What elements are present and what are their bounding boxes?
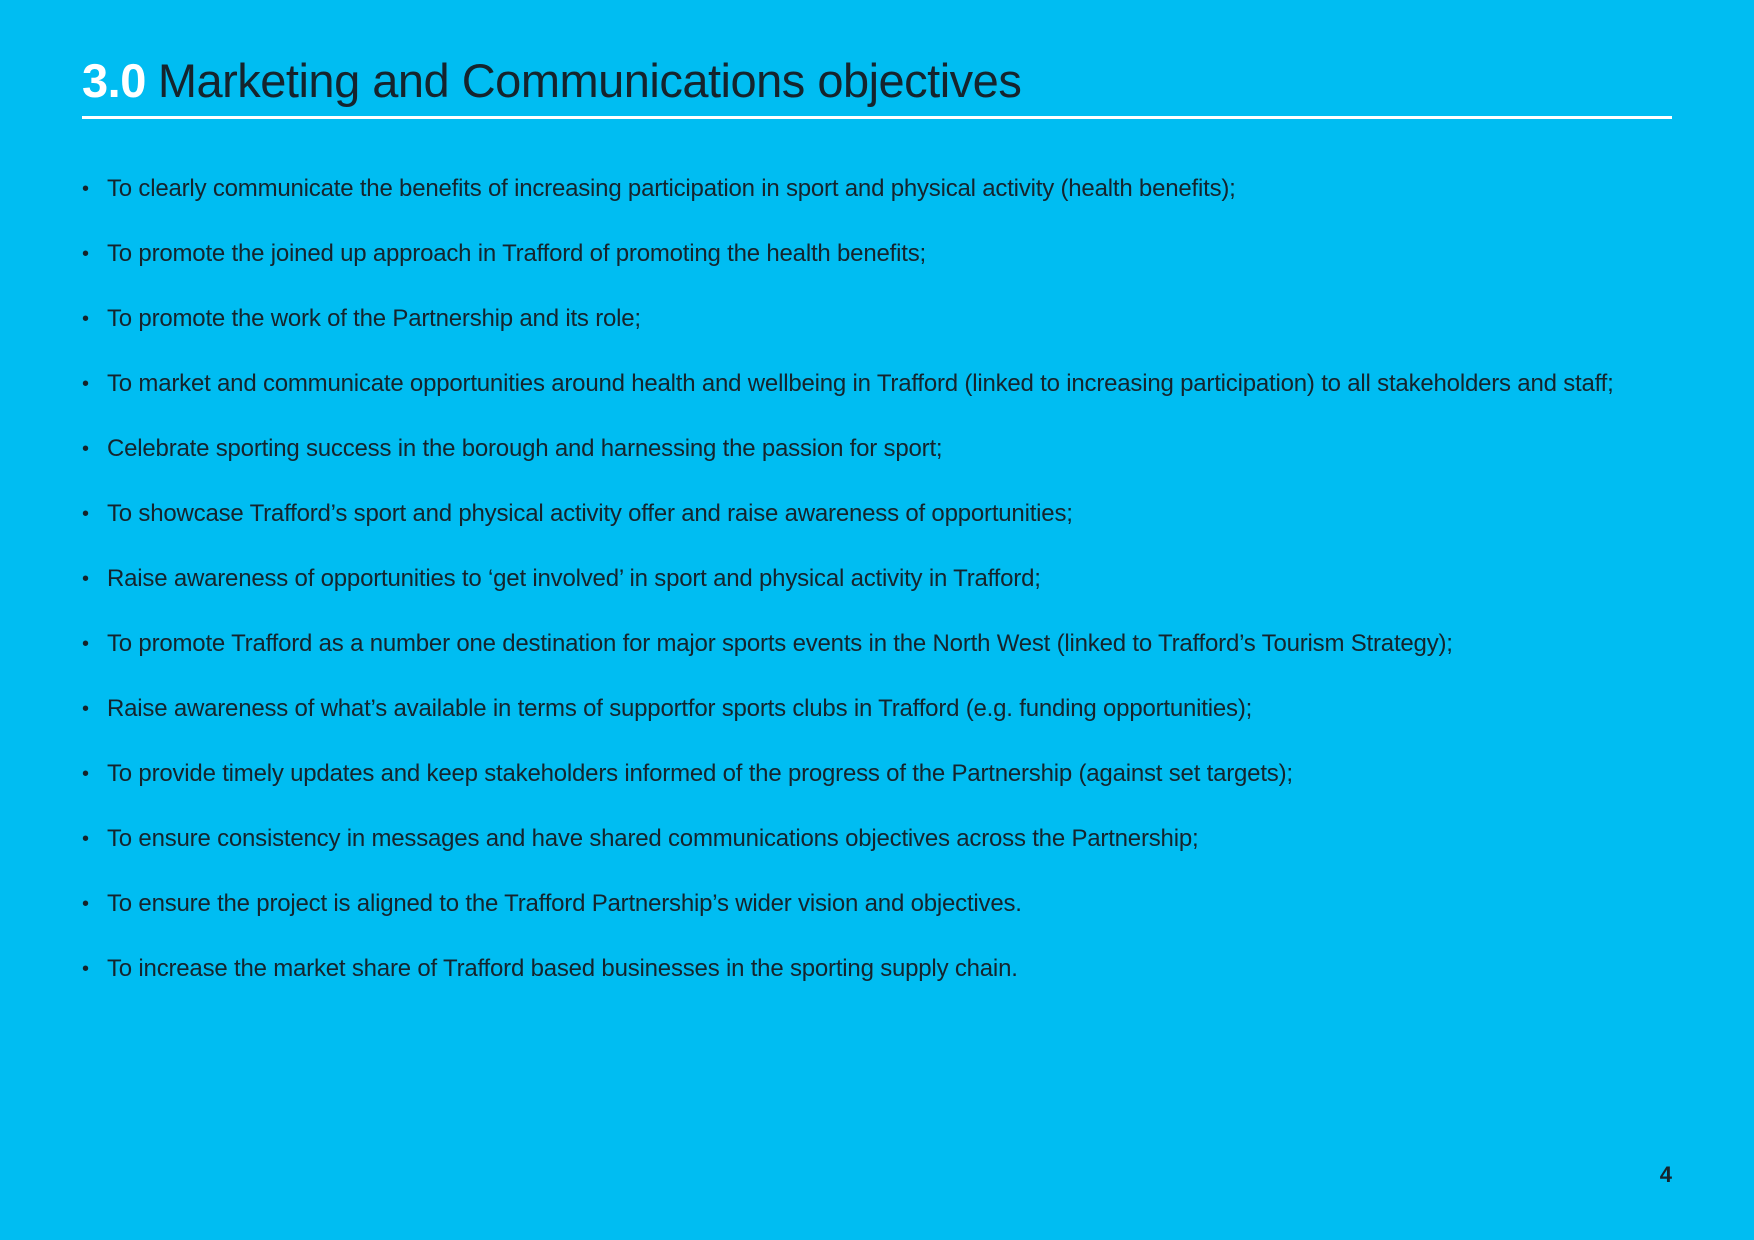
- list-item: [82, 363, 1672, 405]
- objective-text: To promote Trafford as a number one destination for major sports events in the North West (linked to Trafford’s Tourism Strategy);: [107, 630, 1453, 657]
- list-item: [82, 753, 1672, 795]
- objective-text: To showcase Trafford’s sport and physical activity offer and raise awareness of opportunities;: [107, 500, 1073, 527]
- bullet-icon: •: [82, 243, 89, 265]
- objective-text: To increase the market share of Trafford based businesses in the sporting supply chain.: [107, 955, 1018, 982]
- objectives-list: [82, 168, 1672, 1013]
- bullet-icon: •: [82, 893, 89, 915]
- bullet-icon: •: [82, 698, 89, 720]
- objective-text: To promote the work of the Partnership and its role;: [107, 305, 641, 332]
- bullet-icon: •: [82, 438, 89, 460]
- bullet-icon: •: [82, 373, 89, 395]
- objective-text: Raise awareness of what’s available in terms of supportfor sports clubs in Trafford (e.g. funding opportunities);: [107, 695, 1253, 722]
- bullet-icon: •: [82, 308, 89, 330]
- objective-text: Celebrate sporting success in the borough and harnessing the passion for sport;: [107, 435, 943, 462]
- list-item: [82, 623, 1672, 665]
- objective-text: To ensure consistency in messages and have shared communications objectives across the Partnership;: [107, 825, 1199, 852]
- objective-text: Raise awareness of opportunities to ‘get involved’ in sport and physical activity in Trafford;: [107, 565, 1041, 592]
- objective-text: To clearly communicate the benefits of increasing participation in sport and physical activity (health benefits);: [107, 175, 1236, 202]
- section-number: 3.0: [82, 54, 146, 107]
- list-item: [82, 558, 1672, 600]
- objective-text: To promote the joined up approach in Trafford of promoting the health benefits;: [107, 240, 926, 267]
- list-item: [82, 493, 1672, 535]
- list-item: [82, 883, 1672, 925]
- bullet-icon: •: [82, 568, 89, 590]
- list-item: [82, 233, 1672, 275]
- page-number: 4: [1659, 1162, 1672, 1187]
- section-title: Marketing and Communications objectives: [157, 54, 1022, 107]
- bullet-icon: •: [82, 828, 89, 850]
- list-item: [82, 168, 1672, 210]
- section-heading: [82, 48, 1021, 114]
- bullet-icon: •: [82, 178, 89, 200]
- heading-divider: [82, 116, 1672, 119]
- bullet-icon: •: [82, 633, 89, 655]
- list-item: [82, 948, 1672, 990]
- list-item: [82, 298, 1672, 340]
- bullet-icon: •: [82, 958, 89, 980]
- objective-text: To market and communicate opportunities around health and wellbeing in Trafford (linked to increasing participation) to all stakeholders and staff;: [107, 370, 1614, 397]
- objective-text: To ensure the project is aligned to the Trafford Partnership’s wider vision and objectives.: [107, 890, 1022, 917]
- bullet-icon: •: [82, 503, 89, 525]
- bullet-icon: •: [82, 763, 89, 785]
- list-item: [82, 428, 1672, 470]
- list-item: [82, 688, 1672, 730]
- objective-text: To provide timely updates and keep stakeholders informed of the progress of the Partnership (against set targets);: [107, 760, 1293, 787]
- list-item: [82, 818, 1672, 860]
